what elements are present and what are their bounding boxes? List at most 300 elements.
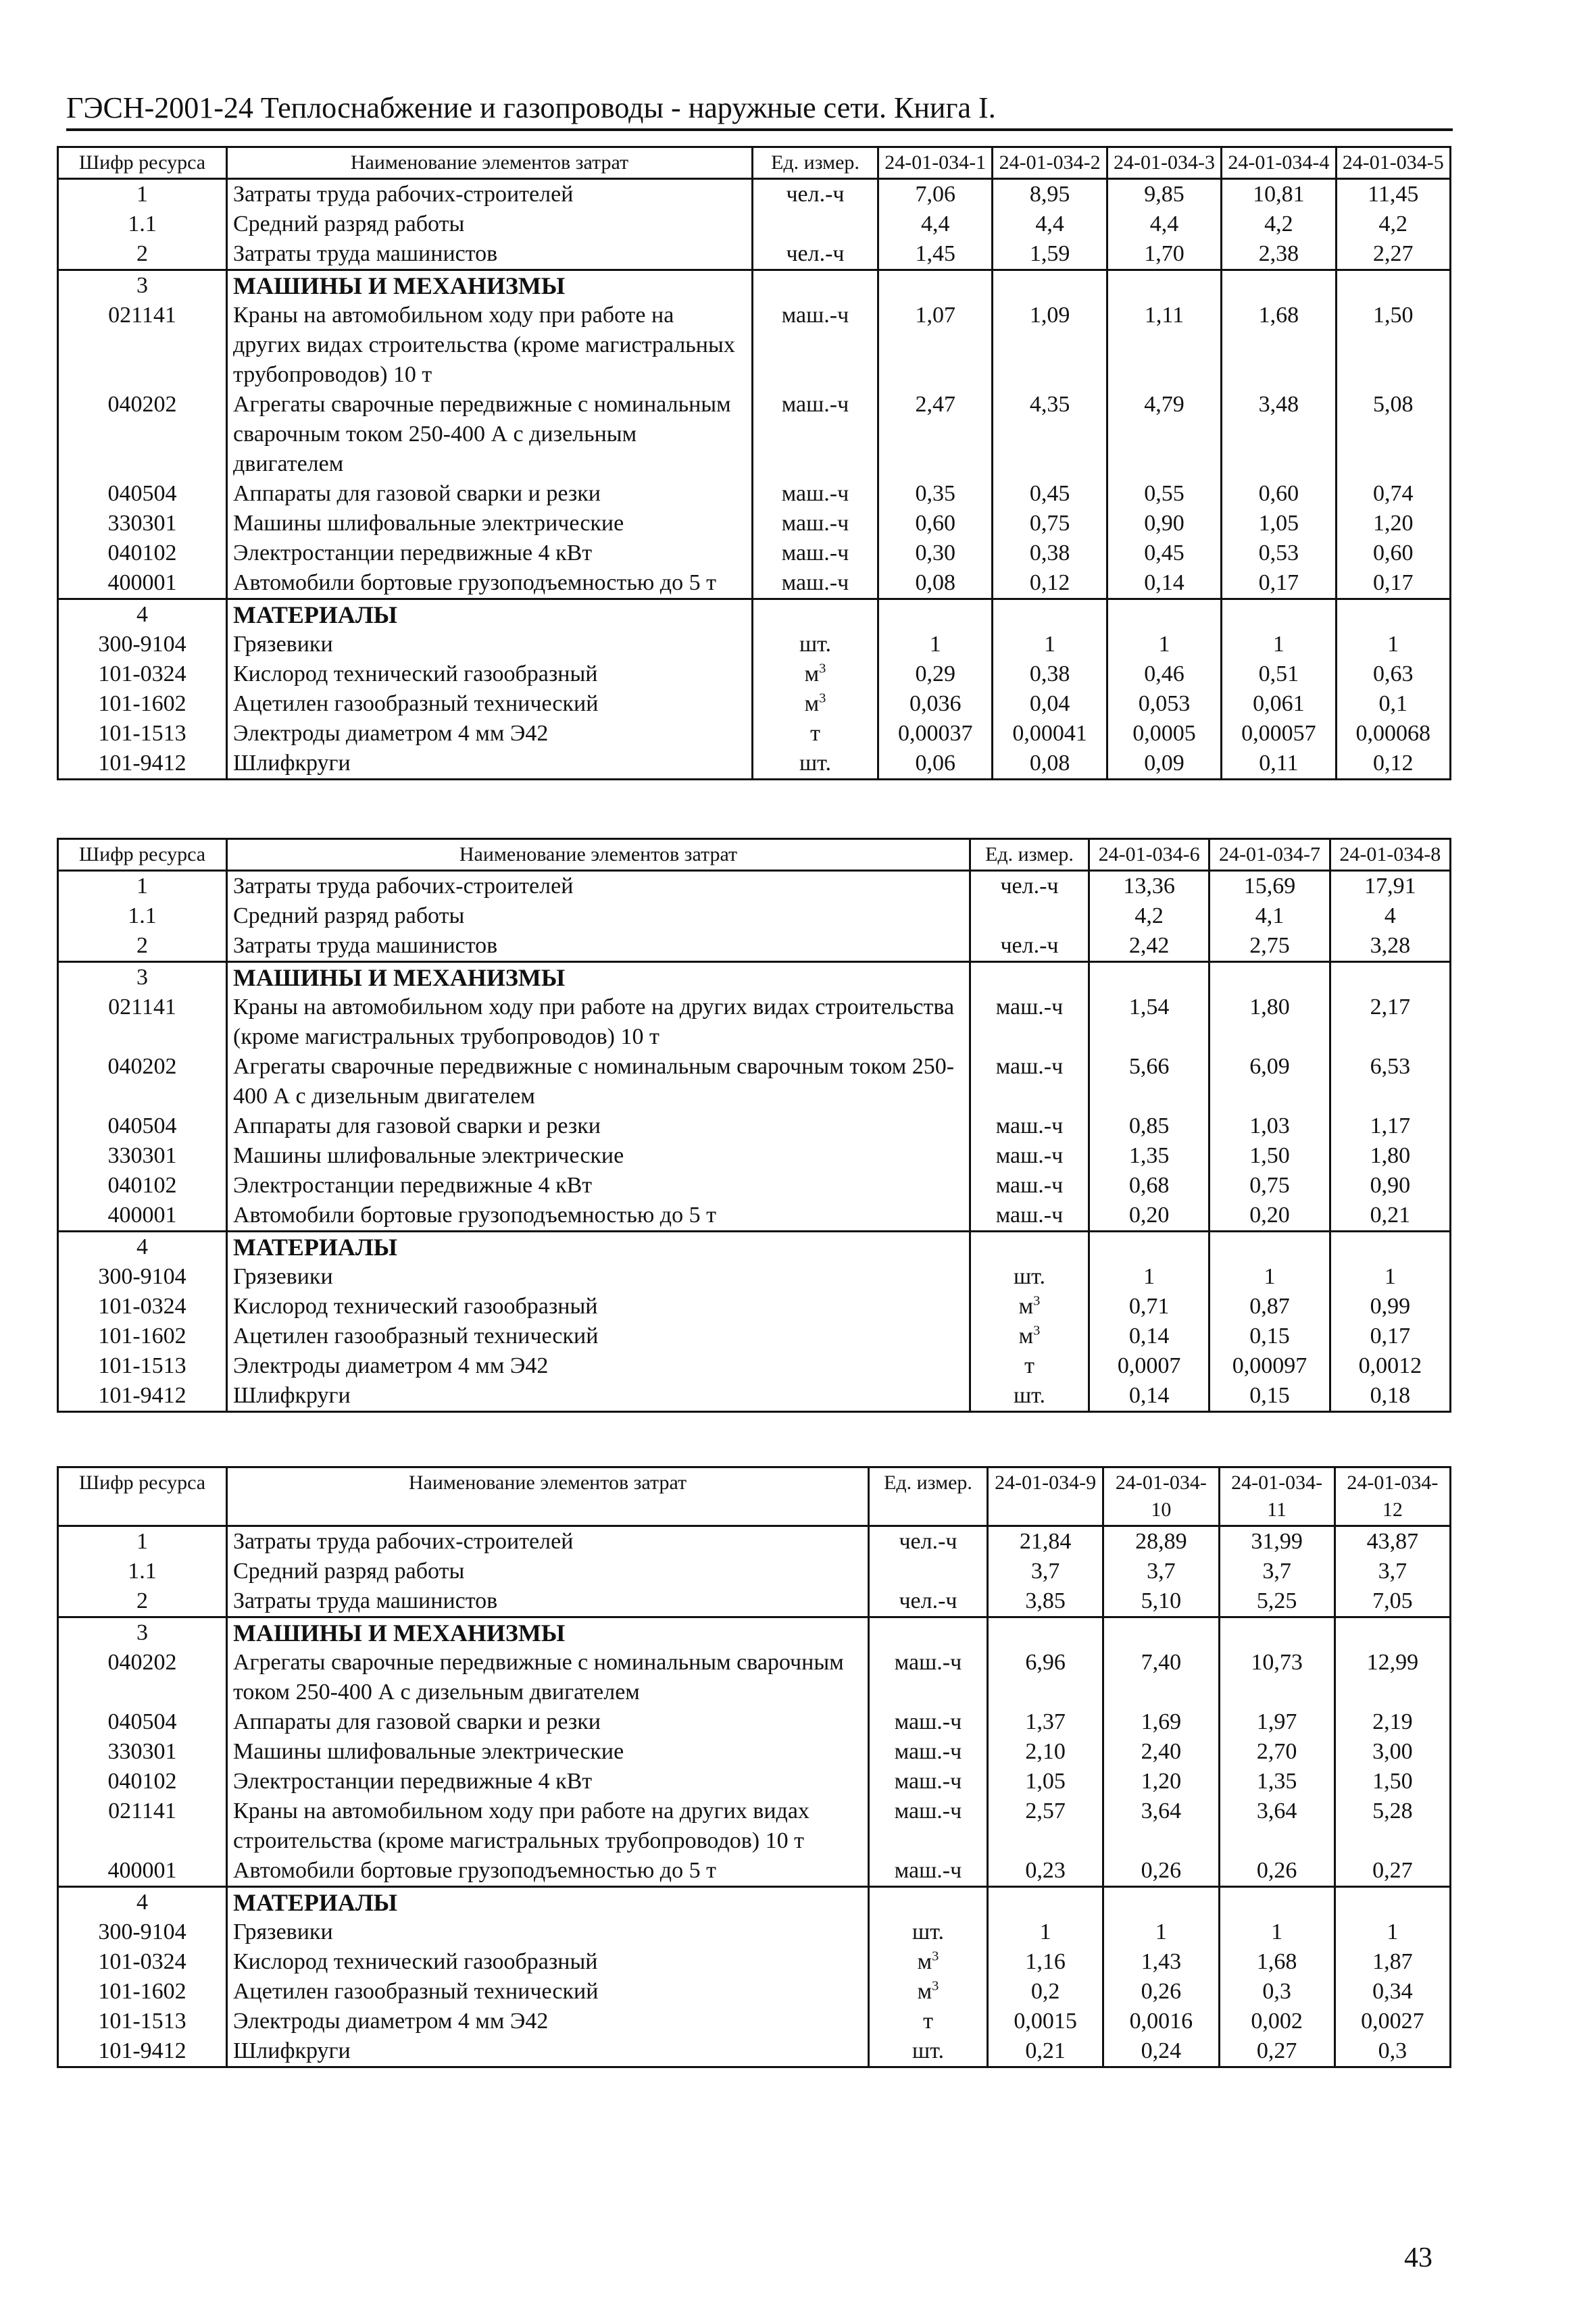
- value-cell: 1,50: [1336, 301, 1450, 390]
- cost-element-name: Затраты труда машинистов: [227, 931, 970, 962]
- value-cell: [993, 270, 1107, 301]
- cost-element-name: Шлифкруги: [227, 749, 753, 780]
- value-cell: 15,69: [1210, 871, 1330, 902]
- unit: шт.: [799, 751, 831, 776]
- value-cell: 1: [1219, 1917, 1335, 1947]
- unit-cell: [970, 992, 1089, 1052]
- resource-code: 330301: [58, 509, 227, 538]
- value-cell: 0,053: [1107, 689, 1221, 719]
- table-row: [58, 901, 1451, 931]
- column-header-id: 24-01-034-11: [1219, 1467, 1335, 1526]
- value-cell: 1,37: [988, 1707, 1103, 1737]
- unit-cell: [753, 689, 878, 719]
- value-cell: 0,34: [1335, 1977, 1450, 2007]
- cost-element-name: Автомобили бортовые грузоподъемностью до 5 т: [227, 1201, 970, 1232]
- value-cell: 1,70: [1107, 239, 1221, 270]
- value-cell: 2,47: [878, 390, 993, 479]
- column-header-id: 24-01-034-5: [1336, 147, 1450, 179]
- resource-code: 1: [58, 1526, 227, 1557]
- value-cell: 1: [1210, 1262, 1330, 1292]
- resource-code: 101-1602: [58, 689, 227, 719]
- value-cell: 2,40: [1103, 1737, 1219, 1767]
- table-row: [58, 1141, 1451, 1171]
- value-cell: 0,00068: [1336, 719, 1450, 749]
- cost-element-name: МАТЕРИАЛЫ: [227, 599, 753, 630]
- value-cell: 3,7: [1103, 1557, 1219, 1586]
- unit: маш.-ч: [781, 570, 849, 595]
- cost-element-name: Автомобили бортовые грузоподъемностью до 5 т: [227, 568, 753, 599]
- value-cell: 2,27: [1336, 239, 1450, 270]
- unit-cell: [869, 1856, 988, 1887]
- value-cell: 7,05: [1335, 1586, 1450, 1617]
- value-cell: 1,59: [993, 239, 1107, 270]
- table-row: [58, 239, 1451, 270]
- resource-code: 040202: [58, 1052, 227, 1111]
- unit: маш.-ч: [894, 1799, 962, 1823]
- value-cell: 4,2: [1089, 901, 1210, 931]
- table-row: [58, 1707, 1451, 1737]
- cost-element-name: Грязевики: [227, 1262, 970, 1292]
- value-cell: [878, 599, 993, 630]
- table-row: [58, 719, 1451, 749]
- table-row: [58, 1292, 1451, 1322]
- unit-cell: [753, 209, 878, 239]
- unit: т: [923, 2009, 933, 2034]
- unit-cell: [869, 1737, 988, 1767]
- unit-superscript: 3: [932, 1948, 939, 1964]
- value-cell: 1,05: [1222, 509, 1336, 538]
- value-cell: 0,12: [1336, 749, 1450, 780]
- unit-cell: [970, 1322, 1089, 1351]
- value-cell: 0,14: [1089, 1381, 1210, 1412]
- resource-code: 1: [58, 179, 227, 210]
- value-cell: 0,55: [1107, 479, 1221, 509]
- unit: маш.-ч: [894, 1650, 962, 1675]
- cost-element-name: МАТЕРИАЛЫ: [227, 1887, 869, 1918]
- unit-cell: [970, 1381, 1089, 1412]
- unit-superscript: 3: [1033, 1293, 1041, 1309]
- value-cell: 4,4: [878, 209, 993, 239]
- value-cell: 0,51: [1222, 659, 1336, 689]
- value-cell: 43,87: [1335, 1526, 1450, 1557]
- unit-cell: [970, 1141, 1089, 1171]
- resource-code: 330301: [58, 1141, 227, 1171]
- resource-code: 040504: [58, 1707, 227, 1737]
- table-row: [58, 209, 1451, 239]
- cost-element-name: Грязевики: [227, 1917, 869, 1947]
- column-header-unit: Ед. измер.: [869, 1467, 988, 1526]
- value-cell: 1,20: [1103, 1767, 1219, 1796]
- unit-cell: [753, 659, 878, 689]
- value-cell: 3,7: [988, 1557, 1103, 1586]
- value-cell: [1222, 599, 1336, 630]
- table-row: [58, 390, 1451, 479]
- unit: т: [810, 721, 820, 746]
- unit-cell: [869, 1947, 988, 1977]
- resource-code: 1.1: [58, 1557, 227, 1586]
- table-row: [58, 992, 1451, 1052]
- value-cell: [1222, 270, 1336, 301]
- column-header-id: 24-01-034-1: [878, 147, 993, 179]
- value-cell: 0,27: [1219, 2036, 1335, 2067]
- value-cell: 0,21: [1330, 1201, 1450, 1232]
- table-row: [58, 1947, 1451, 1977]
- unit: маш.-ч: [894, 1858, 962, 1883]
- section-row: [58, 1617, 1451, 1649]
- unit-cell: [869, 1796, 988, 1856]
- value-cell: 1,50: [1210, 1141, 1330, 1171]
- value-cell: 12,99: [1335, 1648, 1450, 1707]
- value-cell: 0,26: [1103, 1977, 1219, 2007]
- value-cell: 0,12: [993, 568, 1107, 599]
- cost-element-name: Шлифкруги: [227, 2036, 869, 2067]
- unit-cell: [869, 1648, 988, 1707]
- value-cell: 3,7: [1219, 1557, 1335, 1586]
- table-row: [58, 1201, 1451, 1232]
- resource-code: 300-9104: [58, 1917, 227, 1947]
- unit-cell: [970, 1052, 1089, 1111]
- unit: маш.-ч: [894, 1739, 962, 1764]
- resource-table-1: [57, 146, 1451, 780]
- resource-code: 101-1513: [58, 719, 227, 749]
- value-cell: 7,06: [878, 179, 993, 210]
- cost-element-name: Аппараты для газовой сварки и резки: [227, 479, 753, 509]
- value-cell: [1219, 1887, 1335, 1918]
- resource-code: 101-1513: [58, 1351, 227, 1381]
- table-header-row: [58, 147, 1451, 179]
- value-cell: 0,00041: [993, 719, 1107, 749]
- cost-element-name: Агрегаты сварочные передвижные с номинальным сварочным током 250-400 А с дизельным двигателем: [227, 1052, 970, 1111]
- value-cell: 11,45: [1336, 179, 1450, 210]
- unit-cell: [753, 301, 878, 390]
- value-cell: 1,05: [988, 1767, 1103, 1796]
- resource-code: 4: [58, 599, 227, 630]
- cost-element-name: Машины шлифовальные электрические: [227, 1737, 869, 1767]
- table-header-row: [58, 839, 1451, 871]
- table-row: [58, 1052, 1451, 1111]
- value-cell: 6,96: [988, 1648, 1103, 1707]
- value-cell: 5,66: [1089, 1052, 1210, 1111]
- unit: чел.-ч: [899, 1529, 957, 1554]
- resource-code: 021141: [58, 1796, 227, 1856]
- value-cell: 0,061: [1222, 689, 1336, 719]
- table-row: [58, 659, 1451, 689]
- resource-code: 040504: [58, 479, 227, 509]
- value-cell: 1: [1103, 1917, 1219, 1947]
- value-cell: 0,38: [993, 659, 1107, 689]
- section-row: [58, 962, 1451, 993]
- unit-cell: [753, 239, 878, 270]
- value-cell: 3,64: [1219, 1796, 1335, 1856]
- value-cell: 2,19: [1335, 1707, 1450, 1737]
- value-cell: 8,95: [993, 179, 1107, 210]
- resource-code: 101-9412: [58, 749, 227, 780]
- value-cell: 21,84: [988, 1526, 1103, 1557]
- value-cell: 0,0012: [1330, 1351, 1450, 1381]
- value-cell: 0,26: [1219, 1856, 1335, 1887]
- value-cell: 0,99: [1330, 1292, 1450, 1322]
- value-cell: 1,17: [1330, 1111, 1450, 1141]
- resource-code: 040102: [58, 538, 227, 568]
- unit: маш.-ч: [995, 1143, 1064, 1168]
- cost-element-name: МАТЕРИАЛЫ: [227, 1232, 970, 1263]
- resource-code: 1.1: [58, 901, 227, 931]
- table-row: [58, 301, 1451, 390]
- unit: маш.-ч: [781, 511, 849, 536]
- resource-code: 400001: [58, 1856, 227, 1887]
- value-cell: 1: [1336, 630, 1450, 659]
- unit-cell: [970, 1111, 1089, 1141]
- unit-cell: [970, 1262, 1089, 1292]
- value-cell: 1,50: [1335, 1767, 1450, 1796]
- value-cell: 0,45: [993, 479, 1107, 509]
- cost-element-name: Затраты труда рабочих-строителей: [227, 871, 970, 902]
- value-cell: 0,60: [878, 509, 993, 538]
- table-row: [58, 1111, 1451, 1141]
- value-cell: 0,74: [1336, 479, 1450, 509]
- cost-element-name: Аппараты для газовой сварки и резки: [227, 1111, 970, 1141]
- table-row: [58, 538, 1451, 568]
- resource-code: 101-0324: [58, 1947, 227, 1977]
- unit-superscript: 3: [1033, 1323, 1041, 1338]
- table-row: [58, 1526, 1451, 1557]
- unit: маш.-ч: [781, 540, 849, 565]
- table-row: [58, 1381, 1451, 1412]
- resource-code: 040504: [58, 1111, 227, 1141]
- table-row: [58, 1977, 1451, 2007]
- unit-cell: [753, 479, 878, 509]
- value-cell: [1210, 1232, 1330, 1263]
- unit: маш.-ч: [995, 1173, 1064, 1198]
- cost-element-name: Агрегаты сварочные передвижные с номинальным сварочным током 250-400 А с дизельным двигателем: [227, 1648, 869, 1707]
- resource-code: 101-9412: [58, 2036, 227, 2067]
- value-cell: 3,7: [1335, 1557, 1450, 1586]
- value-cell: [1103, 1617, 1219, 1649]
- value-cell: 0,00037: [878, 719, 993, 749]
- unit-superscript: 3: [819, 690, 826, 706]
- table-row: [58, 749, 1451, 780]
- cost-element-name: Машины шлифовальные электрические: [227, 1141, 970, 1171]
- value-cell: 0,08: [878, 568, 993, 599]
- unit-cell: [869, 2007, 988, 2036]
- resource-code: 021141: [58, 301, 227, 390]
- unit: маш.-ч: [781, 303, 849, 328]
- table-row: [58, 509, 1451, 538]
- resource-code: 300-9104: [58, 1262, 227, 1292]
- value-cell: 4: [1330, 901, 1450, 931]
- resource-code: 3: [58, 962, 227, 993]
- unit: т: [1024, 1353, 1034, 1378]
- value-cell: 2,17: [1330, 992, 1450, 1052]
- unit-cell: [753, 749, 878, 780]
- value-cell: 0,71: [1089, 1292, 1210, 1322]
- unit-cell: [970, 1351, 1089, 1381]
- value-cell: 1: [878, 630, 993, 659]
- cost-element-name: Кислород технический газообразный: [227, 659, 753, 689]
- value-cell: 1,45: [878, 239, 993, 270]
- unit-cell: [970, 962, 1089, 993]
- value-cell: [1103, 1887, 1219, 1918]
- value-cell: 2,75: [1210, 931, 1330, 962]
- value-cell: 0,15: [1210, 1381, 1330, 1412]
- column-header-id: 24-01-034-3: [1107, 147, 1221, 179]
- unit-cell: [970, 931, 1089, 962]
- value-cell: 0,68: [1089, 1171, 1210, 1201]
- resource-code: 040202: [58, 390, 227, 479]
- table-row: [58, 630, 1451, 659]
- value-cell: 0,24: [1103, 2036, 1219, 2067]
- value-cell: 1: [1089, 1262, 1210, 1292]
- value-cell: 1: [1107, 630, 1221, 659]
- table-row: [58, 1171, 1451, 1201]
- unit-cell: [753, 538, 878, 568]
- value-cell: 2,38: [1222, 239, 1336, 270]
- value-cell: 1,80: [1210, 992, 1330, 1052]
- column-header-code: Шифр ресурса: [58, 147, 227, 179]
- value-cell: 0,75: [1210, 1171, 1330, 1201]
- value-cell: 1,07: [878, 301, 993, 390]
- value-cell: 1,35: [1219, 1767, 1335, 1796]
- section-row: [58, 1232, 1451, 1263]
- value-cell: 0,2: [988, 1977, 1103, 2007]
- unit: шт.: [912, 2038, 944, 2063]
- cost-element-name: Краны на автомобильном ходу при работе на других видах строительства (кроме магистральных трубопроводов) 10 т: [227, 992, 970, 1052]
- cost-element-name: Электростанции передвижные 4 кВт: [227, 1171, 970, 1201]
- table-row: [58, 1557, 1451, 1586]
- table-row: [58, 871, 1451, 902]
- value-cell: [1335, 1887, 1450, 1918]
- unit-cell: [869, 1917, 988, 1947]
- unit-cell: [753, 509, 878, 538]
- cost-element-name: Ацетилен газообразный технический: [227, 1322, 970, 1351]
- value-cell: 2,10: [988, 1737, 1103, 1767]
- unit: м: [917, 1979, 932, 2004]
- value-cell: 10,73: [1219, 1648, 1335, 1707]
- unit: маш.-ч: [995, 1113, 1064, 1138]
- value-cell: 1,68: [1219, 1947, 1335, 1977]
- value-cell: 0,60: [1222, 479, 1336, 509]
- cost-element-name: МАШИНЫ И МЕХАНИЗМЫ: [227, 270, 753, 301]
- value-cell: 0,29: [878, 659, 993, 689]
- column-header-id: 24-01-034-12: [1335, 1467, 1450, 1526]
- resource-code: 300-9104: [58, 630, 227, 659]
- cost-element-name: Электростанции передвижные 4 кВт: [227, 538, 753, 568]
- unit: м: [804, 661, 820, 686]
- value-cell: [1335, 1617, 1450, 1649]
- cost-element-name: Краны на автомобильном ходу при работе на других видах строительства (кроме магистральных трубопроводов) 10 т: [227, 1796, 869, 1856]
- value-cell: 0,20: [1089, 1201, 1210, 1232]
- cost-element-name: Средний разряд работы: [227, 209, 753, 239]
- unit-cell: [869, 1887, 988, 1918]
- value-cell: 1,97: [1219, 1707, 1335, 1737]
- table-header-row: [58, 1467, 1451, 1526]
- value-cell: 0,60: [1336, 538, 1450, 568]
- cost-element-name: Электроды диаметром 4 мм Э42: [227, 2007, 869, 2036]
- value-cell: 0,3: [1219, 1977, 1335, 2007]
- cost-element-name: Ацетилен газообразный технический: [227, 1977, 869, 2007]
- value-cell: 4,4: [1107, 209, 1221, 239]
- resource-code: 101-1602: [58, 1977, 227, 2007]
- unit-cell: [970, 1201, 1089, 1232]
- unit-cell: [970, 1292, 1089, 1322]
- cost-element-name: МАШИНЫ И МЕХАНИЗМЫ: [227, 962, 970, 993]
- cost-element-name: Грязевики: [227, 630, 753, 659]
- cost-element-name: Кислород технический газообразный: [227, 1292, 970, 1322]
- table-row: [58, 1796, 1451, 1856]
- value-cell: 0,53: [1222, 538, 1336, 568]
- page-header: ГЭСН-2001-24 Теплоснабжение и газопроводы - наружные сети. Книга I.: [66, 89, 1453, 131]
- cost-element-name: Затраты труда рабочих-строителей: [227, 179, 753, 210]
- value-cell: 3,85: [988, 1586, 1103, 1617]
- unit: маш.-ч: [995, 995, 1064, 1020]
- table-row: [58, 1648, 1451, 1707]
- value-cell: 0,35: [878, 479, 993, 509]
- value-cell: 1: [993, 630, 1107, 659]
- table-row: [58, 1586, 1451, 1617]
- cost-element-name: Затраты труда машинистов: [227, 239, 753, 270]
- value-cell: [1336, 270, 1450, 301]
- resource-code: 4: [58, 1232, 227, 1263]
- cost-element-name: Средний разряд работы: [227, 1557, 869, 1586]
- value-cell: 0,85: [1089, 1111, 1210, 1141]
- column-header-unit: Ед. измер.: [970, 839, 1089, 871]
- resource-code: 3: [58, 1617, 227, 1649]
- column-header-code: Шифр ресурса: [58, 1467, 227, 1526]
- unit-cell: [869, 1557, 988, 1586]
- value-cell: 0,26: [1103, 1856, 1219, 1887]
- resource-table-3: [57, 1466, 1451, 2068]
- column-header-name: Наименование элементов затрат: [227, 1467, 869, 1526]
- value-cell: 0,00097: [1210, 1351, 1330, 1381]
- unit-cell: [869, 2036, 988, 2067]
- table-row: [58, 1737, 1451, 1767]
- resource-code: 2: [58, 239, 227, 270]
- value-cell: 0,63: [1336, 659, 1450, 689]
- value-cell: 0,11: [1222, 749, 1336, 780]
- resource-code: 101-0324: [58, 659, 227, 689]
- table-row: [58, 479, 1451, 509]
- value-cell: 13,36: [1089, 871, 1210, 902]
- value-cell: 1,09: [993, 301, 1107, 390]
- value-cell: 1,54: [1089, 992, 1210, 1052]
- unit-cell: [869, 1767, 988, 1796]
- unit-cell: [869, 1586, 988, 1617]
- unit: маш.-ч: [894, 1709, 962, 1734]
- cost-element-name: Кислород технический газообразный: [227, 1947, 869, 1977]
- value-cell: 2,42: [1089, 931, 1210, 962]
- cost-element-name: Аппараты для газовой сварки и резки: [227, 1707, 869, 1737]
- value-cell: [1107, 270, 1221, 301]
- value-cell: 5,25: [1219, 1586, 1335, 1617]
- value-cell: 0,04: [993, 689, 1107, 719]
- unit-cell: [753, 390, 878, 479]
- value-cell: 6,09: [1210, 1052, 1330, 1111]
- table-row: [58, 1917, 1451, 1947]
- section-row: [58, 1887, 1451, 1918]
- column-header-id: 24-01-034-9: [988, 1467, 1103, 1526]
- unit-superscript: 3: [819, 661, 826, 676]
- value-cell: 0,0015: [988, 2007, 1103, 2036]
- value-cell: 0,17: [1336, 568, 1450, 599]
- unit: м: [917, 1949, 932, 1974]
- unit-cell: [970, 901, 1089, 931]
- value-cell: 9,85: [1107, 179, 1221, 210]
- column-header-id: 24-01-034-6: [1089, 839, 1210, 871]
- value-cell: 0,20: [1210, 1201, 1330, 1232]
- value-cell: 6,53: [1330, 1052, 1450, 1111]
- value-cell: [1210, 962, 1330, 993]
- cost-element-name: Шлифкруги: [227, 1381, 970, 1412]
